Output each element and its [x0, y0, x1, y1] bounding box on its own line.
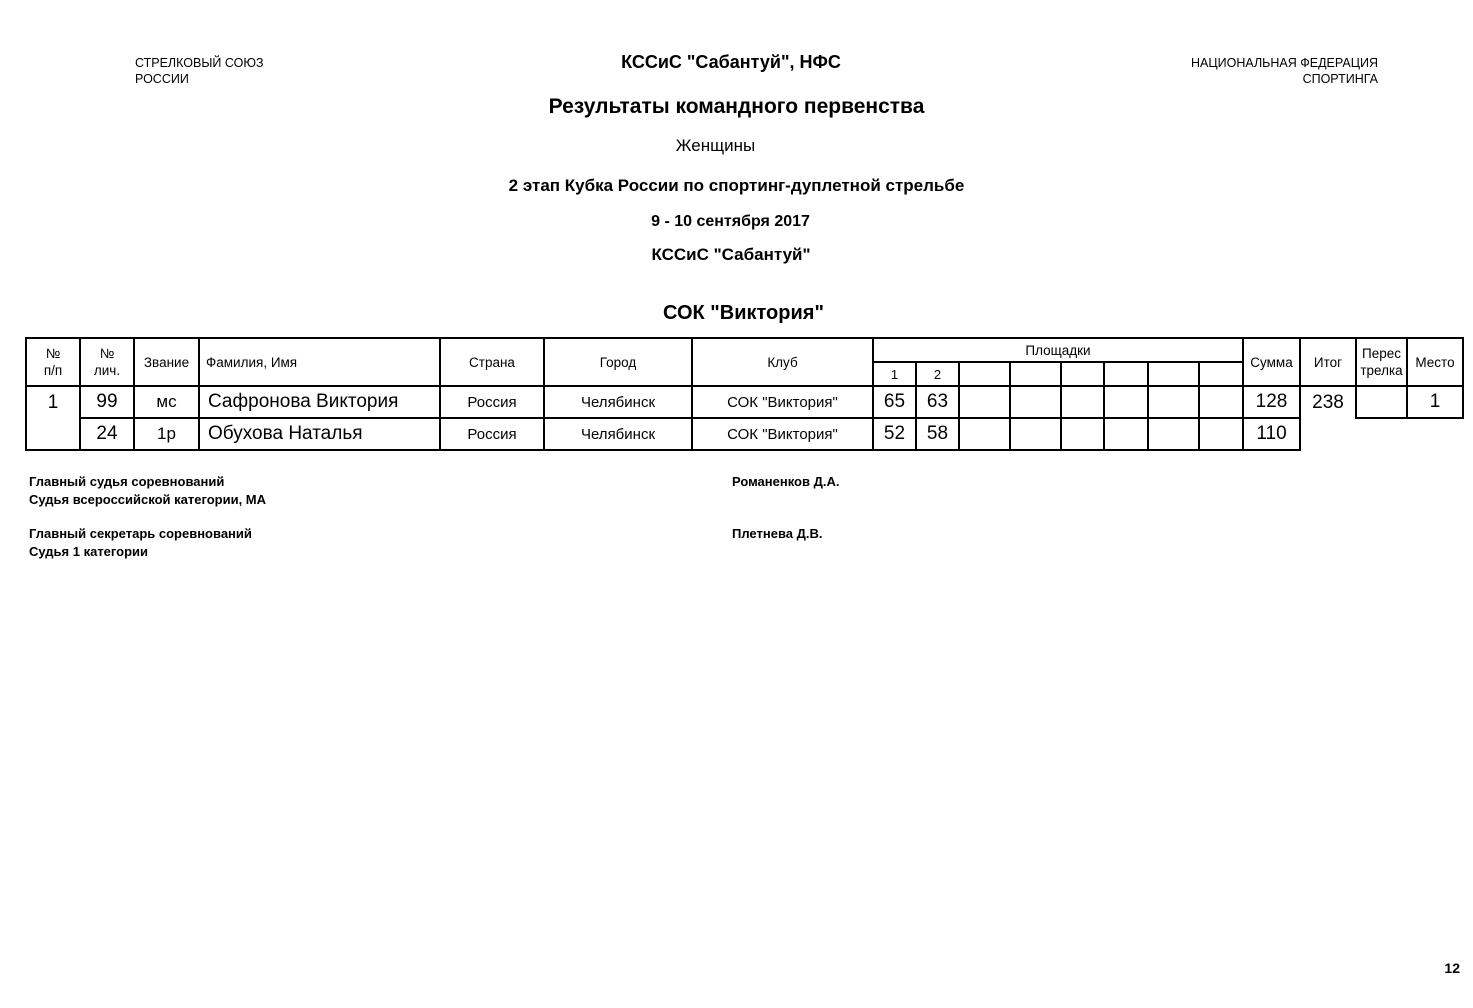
event-title: 2 этап Кубка России по спортинг-дуплетной стрельбе — [508, 176, 965, 195]
results-table — [25, 337, 1464, 451]
cell-country: Россия — [440, 418, 544, 450]
col-header-club: Клуб — [692, 338, 873, 386]
team-title: СОК "Виктория" — [663, 302, 824, 324]
category-title: Женщины — [675, 136, 756, 155]
cell-area-1: 65 — [873, 386, 916, 418]
table-row — [26, 418, 1463, 450]
col-header-shootoff — [1356, 338, 1407, 386]
chief-secretary-block — [29, 525, 252, 561]
chief-secretary-name: Плетнева Д.В. — [732, 526, 823, 541]
cell-area-empty — [1104, 418, 1148, 450]
cell-area-empty — [1199, 386, 1243, 418]
cell-area-empty — [1148, 386, 1199, 418]
cell-lic: 99 — [80, 386, 134, 418]
page-number: 12 — [1444, 960, 1460, 976]
cell-sum: 110 — [1243, 418, 1300, 450]
col-header-area-empty — [1010, 362, 1061, 386]
organizer-title: КССиС "Сабантуй", НФС — [621, 52, 841, 72]
col-header-lic — [80, 338, 134, 386]
col-header-area-empty — [1104, 362, 1148, 386]
col-header-pp-line2: п/п — [43, 363, 63, 378]
cell-area-2: 63 — [916, 386, 959, 418]
cell-area-2: 58 — [916, 418, 959, 450]
col-header-areas: Площадки — [873, 338, 1243, 362]
cell-shootoff — [1356, 386, 1407, 418]
col-header-lic-line1: № — [99, 346, 115, 361]
cell-name: Обухова Наталья — [199, 418, 440, 450]
cell-place: 1 — [1407, 386, 1463, 418]
cell-empty — [1407, 418, 1463, 450]
federation-right — [1191, 55, 1378, 87]
cell-lic: 24 — [80, 418, 134, 450]
col-header-area-1: 1 — [873, 362, 916, 386]
cell-area-empty — [1061, 418, 1104, 450]
federation-right-line1: НАЦИОНАЛЬНАЯ ФЕДЕРАЦИЯ — [1191, 56, 1378, 70]
document-title: Результаты командного первенства — [548, 95, 925, 118]
cell-country: Россия — [440, 386, 544, 418]
cell-area-empty — [1061, 386, 1104, 418]
cell-city: Челябинск — [544, 418, 692, 450]
event-venue: КССиС "Сабантуй" — [651, 245, 811, 264]
col-header-area-empty — [959, 362, 1010, 386]
col-header-place: Место — [1407, 338, 1463, 386]
cell-area-empty — [1104, 386, 1148, 418]
cell-club: СОК "Виктория" — [692, 386, 873, 418]
col-header-area-empty — [1061, 362, 1104, 386]
chief-judge-block — [29, 473, 266, 509]
col-header-city: Город — [544, 338, 692, 386]
chief-secretary-category: Судья 1 категории — [29, 544, 149, 559]
col-header-area-2: 2 — [916, 362, 959, 386]
col-header-lic-line2: лич. — [93, 363, 121, 378]
cell-pp: 1 — [26, 386, 80, 450]
cell-total: 238 — [1300, 386, 1356, 418]
chief-judge-category: Судья всероссийской категории, МА — [29, 492, 267, 507]
federation-right-line2: СПОРТИНГА — [1302, 72, 1378, 86]
cell-city: Челябинск — [544, 386, 692, 418]
cell-sum: 128 — [1243, 386, 1300, 418]
cell-area-empty — [959, 418, 1010, 450]
cell-area-1: 52 — [873, 418, 916, 450]
col-header-area-empty — [1148, 362, 1199, 386]
cell-rank: 1р — [134, 418, 199, 450]
col-header-rank: Звание — [134, 338, 199, 386]
col-header-shootoff-line2: трелка — [1360, 363, 1403, 378]
col-header-pp — [26, 338, 80, 386]
federation-left-line1: СТРЕЛКОВЫЙ СОЮЗ — [135, 56, 264, 70]
cell-area-empty — [1010, 386, 1061, 418]
col-header-total: Итог — [1300, 338, 1356, 386]
col-header-name: Фамилия, Имя — [199, 338, 440, 386]
cell-area-empty — [959, 386, 1010, 418]
cell-area-empty — [1010, 418, 1061, 450]
col-header-pp-line1: № — [45, 346, 61, 361]
table-row — [26, 386, 1463, 418]
chief-judge-name: Романенков Д.А. — [732, 474, 840, 489]
event-dates: 9 - 10 сентября 2017 — [651, 213, 810, 230]
cell-area-empty — [1199, 418, 1243, 450]
col-header-area-empty — [1199, 362, 1243, 386]
cell-empty — [1356, 418, 1407, 450]
cell-area-empty — [1148, 418, 1199, 450]
federation-left-line2: РОССИИ — [135, 72, 189, 86]
col-header-shootoff-line1: Перес — [1362, 346, 1401, 361]
cell-club: СОК "Виктория" — [692, 418, 873, 450]
col-header-country: Страна — [440, 338, 544, 386]
cell-empty — [1300, 418, 1356, 450]
chief-secretary-title: Главный секретарь соревнований — [29, 526, 252, 541]
col-header-sum: Сумма — [1243, 338, 1300, 386]
cell-rank: мс — [134, 386, 199, 418]
cell-name: Сафронова Виктория — [199, 386, 440, 418]
table-header-row — [26, 338, 1463, 362]
chief-judge-title: Главный судья соревнований — [29, 474, 225, 489]
